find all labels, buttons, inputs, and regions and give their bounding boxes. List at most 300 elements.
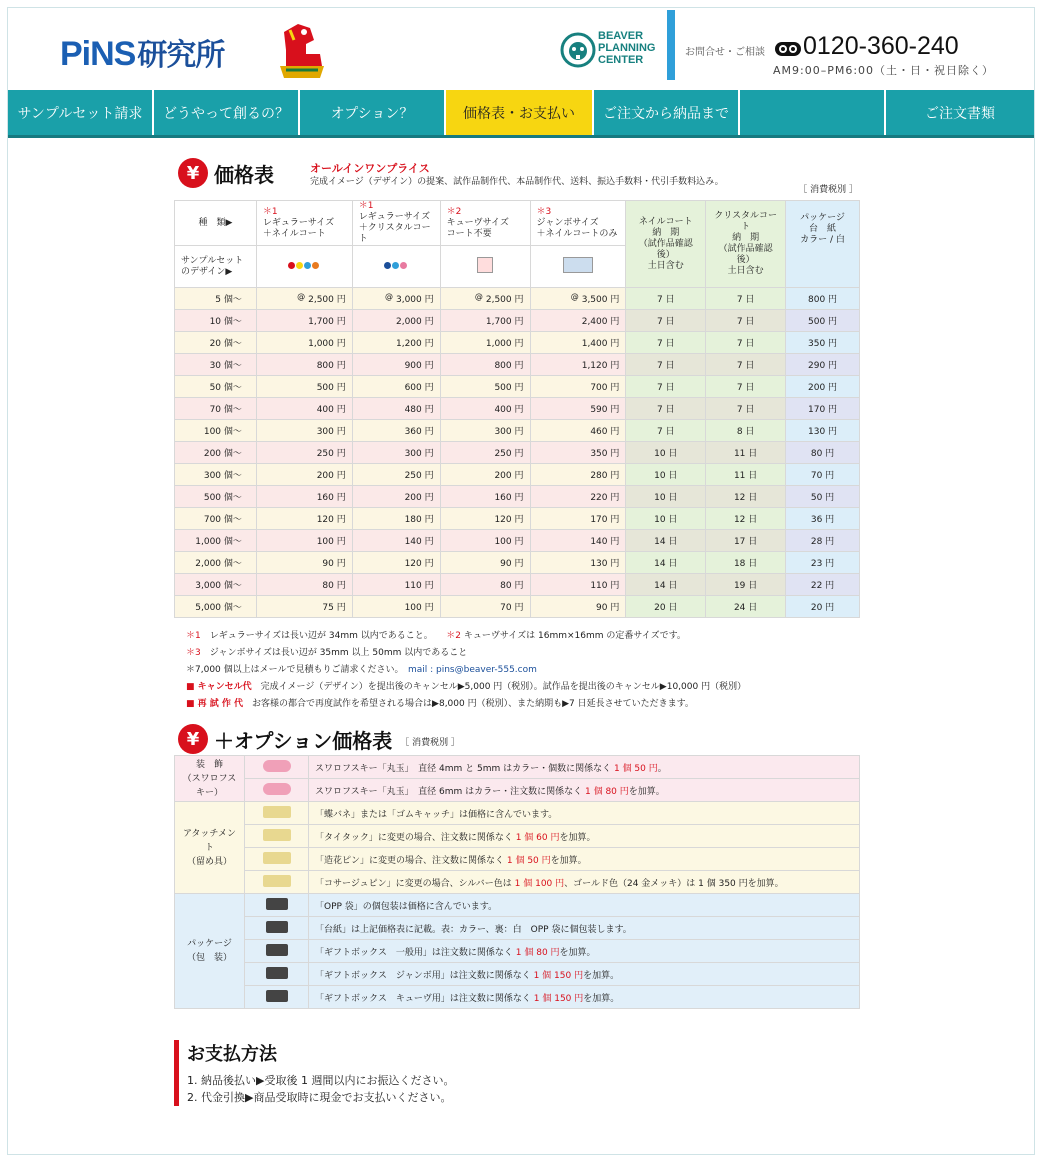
option-image [245, 940, 309, 963]
price-cell-g [786, 574, 860, 596]
price-cell-f [706, 442, 786, 464]
price-value: 170 円 [590, 515, 620, 525]
option-image [245, 825, 309, 848]
price-row [175, 288, 860, 310]
price-row [175, 574, 860, 596]
option-row [175, 825, 860, 848]
option-description: 「コサージュピン」に変更の場合、シルバー色は 1 個 100 円、ゴールド色（24 金メッキ）は 1 個 350 円を加算。 [309, 871, 860, 894]
payment-section [174, 1040, 454, 1106]
price-value: 7 日 [656, 361, 675, 371]
price-cell-d [530, 486, 626, 508]
option-row [175, 779, 860, 802]
price-value: 28 円 [810, 537, 835, 547]
price-cell-qty [175, 332, 257, 354]
header-col-regular-crystal: ＊1 レギュラーサイズ ＋クリスタルコート [352, 201, 440, 246]
price-cell-e [626, 486, 706, 508]
price-cell-e [626, 596, 706, 618]
price-value: 160 円 [316, 493, 346, 503]
price-value: 700 円 [590, 383, 620, 393]
price-value: 30 個〜 [209, 361, 242, 371]
price-value: 80 円 [322, 581, 346, 591]
option-row [175, 963, 860, 986]
option-image [245, 986, 309, 1009]
price-value: 100 円 [404, 603, 434, 613]
price-value: 8 日 [736, 427, 755, 437]
price-value: 120 円 [316, 515, 346, 525]
option-description: スワロフスキー「丸玉」 直径 4mm と 5mm はカラー・個数に関係なく 1 個 50 円。 [309, 756, 860, 779]
price-cell-f [706, 332, 786, 354]
option-row [175, 802, 860, 825]
price-cell-e [626, 420, 706, 442]
option-description: 「ギフトボックス ジャンボ用」は注文数に関係なく 1 個 150 円を加算。 [309, 963, 860, 986]
beaver-text: BEAVER PLANNING CENTER [598, 30, 656, 66]
price-cell-qty [175, 464, 257, 486]
header-col-jumbo: ＊3 ジャンボサイズ ＋ネイルコートのみ [530, 201, 626, 246]
price-value: 480 円 [404, 405, 434, 415]
option-description: 「造花ピン」に変更の場合、注文数に関係なく 1 個 50 円を加算。 [309, 848, 860, 871]
price-cell-g [786, 530, 860, 552]
price-cell-f [706, 310, 786, 332]
nav-order-documents[interactable]: ご注文書類 [925, 105, 995, 122]
price-value: 36 円 [810, 515, 835, 525]
price-value: 300 円 [494, 427, 524, 437]
price-value: 7 日 [736, 405, 755, 415]
price-cell-e [626, 508, 706, 530]
sample-image-jumbo [530, 246, 626, 288]
payment-item: 2. 代金引換▶商品受取時に現金でお支払いください。 [187, 1091, 452, 1104]
price-row [175, 354, 860, 376]
price-value: 300 円 [404, 449, 434, 459]
price-cell-d [530, 288, 626, 310]
price-cell-e [626, 376, 706, 398]
sample-images-regular-crystal [352, 246, 440, 288]
price-value: 11 日 [733, 449, 758, 459]
payment-item: 1. 納品後払い▶受取後 1 週間以内にお振込ください。 [187, 1074, 455, 1087]
option-title: ＋オプション価格表 [214, 728, 393, 753]
price-value: 170 円 [808, 405, 838, 415]
price-value: 90 円 [322, 559, 346, 569]
price-value: 110 円 [590, 581, 620, 591]
price-title: 価格表 [214, 162, 274, 187]
price-cell-g [786, 420, 860, 442]
price-value: 200 円 [494, 471, 524, 481]
price-value: 2,400 円 [581, 317, 620, 327]
price-value: 75 円 [322, 603, 346, 613]
price-cell-c [440, 574, 530, 596]
price-cell-b [352, 288, 440, 310]
price-cell-g [786, 376, 860, 398]
option-description: 「OPP 袋」の個包装は価格に含んでいます。 [309, 894, 860, 917]
price-notes: ＊1 レギュラーサイズは長い辺が 34mm 以内であること。 ＊2 キューヴサイズは 16mm×16mm の定番サイズです。 ＊3 ジャンボサイズは長い辺が 35mm 以上 50mm 以内であること ＊7,000 個以上はメールで見積もりご請求ください。 mail : pins@beaver-555.com ■ キャンセル代 完成イメージ（デザイン）を提出後のキャンセル▶5,000 円（税別）。試作品を提出後のキャンセル▶10,000 円（税別） ■ 再 試 作 代 お客様の都合で再度試作を希望される場合は▶8,000 円（税別）、また納期も▶7 日延長させていただきます。 [186, 631, 747, 709]
sample-image-cube [440, 246, 530, 288]
option-image [245, 917, 309, 940]
price-row [175, 596, 860, 618]
option-row [175, 756, 860, 779]
price-value: 1,700 円 [485, 317, 524, 327]
price-value: 17 日 [733, 537, 758, 547]
nav-price-payment[interactable]: 価格表・お支払い [446, 90, 594, 135]
price-cell-c [440, 376, 530, 398]
pins-logo[interactable]: PiNS研究所 [60, 35, 225, 73]
price-cell-d [530, 508, 626, 530]
price-value: 120 円 [494, 515, 524, 525]
price-value: 800 円 [808, 295, 838, 305]
price-cell-a [256, 310, 352, 332]
price-value: 22 円 [810, 581, 835, 591]
price-cell-b [352, 486, 440, 508]
price-cell-e [626, 310, 706, 332]
price-value: 110 円 [404, 581, 434, 591]
price-cell-g [786, 442, 860, 464]
price-cell-c [440, 442, 530, 464]
price-cell-g [786, 288, 860, 310]
price-cell-c [440, 288, 530, 310]
price-value: 140 円 [404, 537, 434, 547]
price-cell-qty [175, 596, 257, 618]
price-cell-f [706, 288, 786, 310]
price-cell-d [530, 574, 626, 596]
price-value: 350 円 [590, 449, 620, 459]
price-value: 5,000 個〜 [195, 603, 242, 613]
option-description: 「タイタック」に変更の場合、注文数に関係なく 1 個 60 円を加算。 [309, 825, 860, 848]
price-value: 290 円 [808, 361, 838, 371]
option-description: 「台紙」は上記価格表に記載。表：カラー、裏：白 OPP 袋に個包装します。 [309, 917, 860, 940]
tax-note: ［ 消費税別 ］ [798, 185, 858, 195]
price-value: 7 日 [656, 427, 675, 437]
nav-options[interactable]: オプション？ [300, 90, 446, 135]
price-cell-d [530, 442, 626, 464]
price-cell-b [352, 332, 440, 354]
price-cell-e [626, 552, 706, 574]
price-value: 70 円 [810, 471, 835, 481]
header-col-cube: ＊2 キューヴサイズ コート不要 [440, 201, 530, 246]
price-value: 10 日 [654, 515, 678, 525]
option-description: 「ギフトボックス 一般用」は注文数に関係なく 1 個 80 円を加算。 [309, 940, 860, 963]
horse-logo-icon [276, 20, 328, 80]
price-cell-f [706, 508, 786, 530]
price-value: 1,120 円 [581, 361, 620, 371]
price-value: 590 円 [590, 405, 620, 415]
price-value: 1,700 円 [308, 317, 346, 327]
price-value: 3,000 個〜 [195, 581, 242, 591]
price-cell-qty [175, 354, 257, 376]
price-cell-e [626, 574, 706, 596]
price-value: 1,400 円 [581, 339, 620, 349]
price-value: 50 円 [810, 493, 835, 503]
price-cell-b [352, 376, 440, 398]
price-cell-c [440, 398, 530, 420]
price-value: 300 円 [316, 427, 346, 437]
price-cell-g [786, 596, 860, 618]
option-row [175, 871, 860, 894]
option-section-title [178, 724, 460, 754]
price-value: 500 個〜 [203, 493, 242, 503]
price-cell-g [786, 354, 860, 376]
option-image [245, 848, 309, 871]
price-value: 10 日 [654, 449, 678, 459]
price-cell-qty [175, 288, 257, 310]
price-value: 50 個〜 [209, 383, 242, 393]
price-cell-a [256, 574, 352, 596]
yen-icon: ¥ [178, 158, 208, 188]
price-value: 7 日 [656, 295, 675, 305]
price-value: 280 円 [590, 471, 620, 481]
all-in-one-desc: 完成イメージ（デザイン）の提案、試作品制作代、本品制作代、送料、振込手数料・代引手数料込み。 [310, 177, 724, 187]
price-row [175, 552, 860, 574]
price-row [175, 442, 860, 464]
price-value: 200 個〜 [203, 449, 242, 459]
price-cell-b [352, 574, 440, 596]
price-value: 700 個〜 [203, 515, 242, 525]
option-category: アタッチメント （留め具） [175, 802, 245, 894]
price-value: 200 円 [808, 383, 838, 393]
contact-label: お問合せ・ご相談 [685, 47, 765, 58]
price-value: 7 日 [736, 361, 755, 371]
header-design: サンプルセットのデザイン▶ [175, 246, 257, 288]
price-value: 1,200 円 [395, 339, 434, 349]
price-cell-d [530, 376, 626, 398]
price-cell-d [530, 354, 626, 376]
price-row [175, 486, 860, 508]
price-cell-qty [175, 486, 257, 508]
price-cell-g [786, 398, 860, 420]
price-cell-c [440, 552, 530, 574]
beaver-icon [560, 32, 596, 68]
price-value: 140 円 [590, 537, 620, 547]
price-cell-b [352, 596, 440, 618]
price-value: 3,500 円 [581, 295, 620, 305]
price-value: 7 日 [656, 405, 675, 415]
phone-number[interactable]: 0120-360-240 [803, 32, 959, 60]
price-cell-c [440, 596, 530, 618]
price-value: 23 円 [810, 559, 835, 569]
price-value: 80 円 [500, 581, 524, 591]
price-value: 14 日 [654, 581, 678, 591]
price-cell-f [706, 464, 786, 486]
price-value: 500 円 [494, 383, 524, 393]
price-value: 90 円 [500, 559, 524, 569]
price-cell-qty [175, 530, 257, 552]
nav-order-to-delivery[interactable]: ご注文から納品まで [594, 90, 740, 135]
business-hours: AM9:00–PM6:00（土・日・祝日除く） [773, 64, 995, 77]
header-crystal-delivery: クリスタルコート 納 期 （試作品確認後） 土日含む [706, 201, 786, 288]
price-value: 2,500 円 [485, 295, 524, 305]
price-cell-qty [175, 420, 257, 442]
price-row [175, 310, 860, 332]
at-mark: @ [297, 292, 306, 301]
price-cell-e [626, 354, 706, 376]
option-image [245, 871, 309, 894]
price-value: 20 円 [810, 603, 835, 613]
price-value: 3,000 円 [395, 295, 434, 305]
price-cell-b [352, 354, 440, 376]
price-cell-g [786, 332, 860, 354]
price-value: 350 円 [808, 339, 838, 349]
price-value: 2,000 個〜 [195, 559, 242, 569]
price-cell-b [352, 310, 440, 332]
price-value: 10 日 [654, 493, 678, 503]
price-cell-qty [175, 508, 257, 530]
price-cell-e [626, 442, 706, 464]
option-category: パッケージ （包 装） [175, 894, 245, 1009]
price-cell-a [256, 354, 352, 376]
price-value: 70 個〜 [209, 405, 242, 415]
at-mark: @ [474, 292, 483, 301]
price-value: 2,000 円 [395, 317, 434, 327]
price-cell-d [530, 332, 626, 354]
option-row [175, 894, 860, 917]
price-cell-b [352, 508, 440, 530]
price-cell-d [530, 552, 626, 574]
price-cell-g [786, 486, 860, 508]
price-cell-f [706, 574, 786, 596]
price-cell-f [706, 376, 786, 398]
price-section-title [178, 158, 274, 188]
price-cell-a [256, 420, 352, 442]
price-cell-b [352, 420, 440, 442]
price-cell-a [256, 508, 352, 530]
price-value: 70 円 [500, 603, 524, 613]
price-cell-qty [175, 398, 257, 420]
option-image [245, 756, 309, 779]
price-cell-qty [175, 310, 257, 332]
option-description: 「ギフトボックス キューヴ用」は注文数に関係なく 1 個 150 円を加算。 [309, 986, 860, 1009]
price-value: 300 個〜 [203, 471, 242, 481]
price-cell-qty [175, 574, 257, 596]
payment-title: お支払方法 [187, 1044, 277, 1065]
price-value: 18 日 [733, 559, 758, 569]
price-value: 7 日 [736, 383, 755, 393]
price-value: 100 円 [316, 537, 346, 547]
price-cell-a [256, 442, 352, 464]
price-value: 24 日 [733, 603, 758, 613]
price-value: 160 円 [494, 493, 524, 503]
option-description: 「蝶バネ」または「ゴムキャッチ」は価格に含んでいます。 [309, 802, 860, 825]
price-value: 500 円 [808, 317, 838, 327]
price-value: 220 円 [590, 493, 620, 503]
price-value: 1,000 円 [308, 339, 346, 349]
price-value: 11 日 [733, 471, 758, 481]
email-link[interactable]: mail : pins@beaver-555.com [407, 665, 537, 675]
option-image [245, 779, 309, 802]
price-cell-b [352, 552, 440, 574]
price-cell-e [626, 464, 706, 486]
price-cell-d [530, 420, 626, 442]
free-dial-icon [775, 42, 801, 56]
option-row [175, 917, 860, 940]
price-cell-c [440, 464, 530, 486]
option-table [174, 755, 860, 1009]
main-nav [8, 90, 1034, 138]
price-value: 7 日 [736, 339, 755, 349]
price-cell-a [256, 596, 352, 618]
price-row [175, 464, 860, 486]
price-cell-a [256, 552, 352, 574]
price-cell-c [440, 332, 530, 354]
price-value: 800 円 [494, 361, 524, 371]
price-cell-a [256, 332, 352, 354]
price-cell-b [352, 398, 440, 420]
price-cell-b [352, 530, 440, 552]
beaver-planning-logo[interactable] [560, 28, 670, 80]
price-cell-e [626, 288, 706, 310]
price-value: 10 日 [654, 471, 678, 481]
price-cell-d [530, 530, 626, 552]
price-value: 7 日 [656, 339, 675, 349]
price-value: 20 日 [654, 603, 678, 613]
price-value: 130 円 [808, 427, 838, 437]
price-cell-f [706, 486, 786, 508]
price-value: 200 円 [316, 471, 346, 481]
header-kind: 種 類▶ [175, 201, 257, 246]
price-value: 180 円 [404, 515, 434, 525]
price-value: 14 日 [654, 537, 678, 547]
price-cell-f [706, 530, 786, 552]
price-value: 10 個〜 [209, 317, 242, 327]
price-value: 7 日 [656, 317, 675, 327]
price-cell-a [256, 398, 352, 420]
price-cell-c [440, 486, 530, 508]
price-value: 90 円 [596, 603, 620, 613]
price-cell-f [706, 552, 786, 574]
nav-sample-request[interactable]: サンプルセット請求 [8, 90, 154, 135]
price-value: 7 日 [656, 383, 675, 393]
option-category: 装 飾 （スワロフスキー） [175, 756, 245, 802]
price-value: 12 日 [733, 493, 758, 503]
price-value: 250 円 [316, 449, 346, 459]
price-value: 460 円 [590, 427, 620, 437]
price-cell-a [256, 530, 352, 552]
price-value: 12 日 [733, 515, 758, 525]
price-value: 20 個〜 [209, 339, 242, 349]
price-row [175, 530, 860, 552]
option-image [245, 802, 309, 825]
price-cell-e [626, 398, 706, 420]
price-cell-d [530, 596, 626, 618]
price-value: 250 円 [404, 471, 434, 481]
price-value: 400 円 [316, 405, 346, 415]
at-mark: @ [384, 292, 393, 301]
price-cell-c [440, 420, 530, 442]
price-value: 250 円 [494, 449, 524, 459]
price-value: 130 円 [590, 559, 620, 569]
price-value: 600 円 [404, 383, 434, 393]
price-value: 900 円 [404, 361, 434, 371]
price-value: 5 個〜 [215, 295, 242, 305]
price-value: 7 日 [736, 295, 755, 305]
nav-blank [740, 90, 886, 135]
option-image [245, 894, 309, 917]
price-cell-b [352, 442, 440, 464]
price-cell-g [786, 508, 860, 530]
price-cell-f [706, 398, 786, 420]
nav-how-to-make[interactable]: どうやって創るの？ [154, 90, 300, 135]
price-row [175, 420, 860, 442]
price-value: 400 円 [494, 405, 524, 415]
header-col-regular-nail: ＊1 レギュラーサイズ ＋ネイルコート [256, 201, 352, 246]
price-value: 120 円 [404, 559, 434, 569]
price-cell-c [440, 354, 530, 376]
price-value: 360 円 [404, 427, 434, 437]
price-value: 14 日 [654, 559, 678, 569]
sample-images-regular-nail [256, 246, 352, 288]
price-cell-b [352, 464, 440, 486]
price-value: 19 日 [733, 581, 758, 591]
price-cell-f [706, 596, 786, 618]
header-package: パッケージ 台 紙 カラー / 白 [786, 201, 860, 288]
price-value: 500 円 [316, 383, 346, 393]
price-table [174, 200, 860, 618]
